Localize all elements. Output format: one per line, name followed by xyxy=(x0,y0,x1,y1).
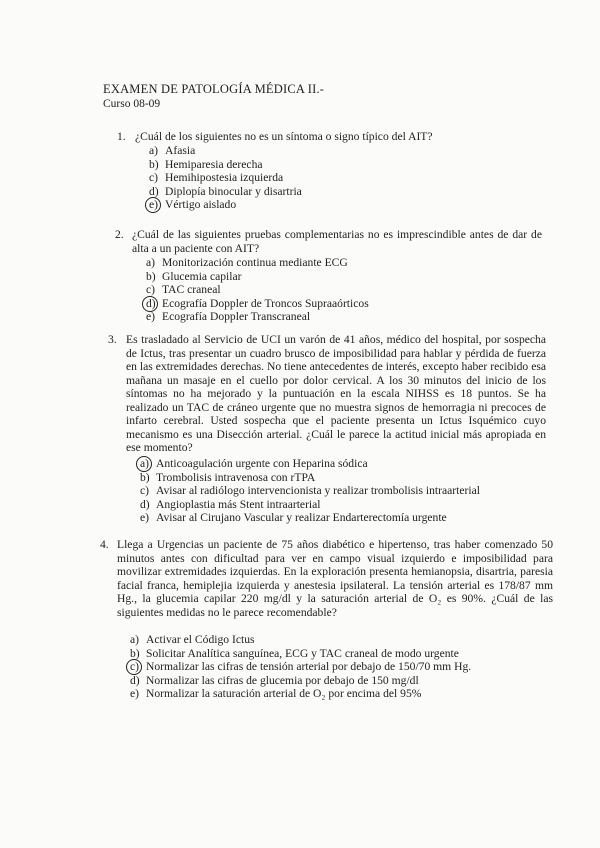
option-list xyxy=(146,256,369,324)
question-text: ¿Cuál de las siguientes pruebas complementarias no es imprescindible antes de dar de alta a un paciente con AIT? xyxy=(132,228,542,255)
option-list xyxy=(149,144,302,212)
option-b: b) Hemiparesia derecha xyxy=(149,157,263,171)
option-a: a) Afasia xyxy=(149,144,196,157)
option-a: a) Activar el Código Ictus xyxy=(130,633,255,646)
circled-answer-mark: c) xyxy=(130,660,146,674)
option-c: c) Hemihipostesia izquierda xyxy=(149,171,284,185)
option-d: d) Diplopía binocular y disartria xyxy=(149,184,302,198)
option-c: c) Normalizar las cifras de tensión arterial por debajo de 150/70 mm Hg. xyxy=(130,660,472,674)
option-e: e) Ecografía Doppler Transcraneal xyxy=(146,310,311,324)
option-c: c) Avisar al radiólogo intervencionista y realizar trombolisis intraarterial xyxy=(140,484,480,498)
question-number: 3. xyxy=(108,333,117,346)
option-a: a) Anticoagulación urgente con Heparina sódica xyxy=(140,457,368,470)
option-list xyxy=(140,457,480,525)
circled-answer-mark: d) xyxy=(146,297,162,311)
exam-title: EXAMEN DE PATOLOGÍA MÉDICA II.- xyxy=(103,82,325,96)
option-d: d) Ecografía Doppler de Troncos Supraaórticos xyxy=(146,296,369,310)
question-number: 4. xyxy=(100,538,109,551)
option-e: e) Vértigo aislado xyxy=(149,198,237,212)
question-text: Llega a Urgencias un paciente de 75 años diabético e hipertenso, tras haber comenzado 50 minutos antes con dificultad para ver en campo visual izquierdo e imposibilidad para movilizar extremidades izquierdas. En la exploración presenta hemianopsia, disartria, paresia facial franca, hemiplejia izquierda y anestesia ipsilateral. La tensión arterial es 178/87 mm Hg., la glucemia capilar 220 mg/dl y la saturación arterial de O₂ es 90%. ¿Cuál de las siguientes medidas no le parece recomendable? xyxy=(117,538,553,619)
course-label: Curso 08-09 xyxy=(103,98,161,110)
circled-answer-mark: a) xyxy=(140,457,156,471)
option-a: a) Monitorización continua mediante ECG xyxy=(146,256,348,269)
option-e: e) Avisar al Cirujano Vascular y realizar Endarterectomía urgente xyxy=(140,511,447,525)
option-d: d) Angioplastia más Stent intraarterial xyxy=(140,497,321,511)
question-text: Es trasladado al Servicio de UCI un varón de 41 años, médico del hospital, por sospecha de Ictus, tras presentar un cuadro brusco de imposibilidad para hablar y pérdida de fuerza en las extremidades derechas. No tiene antecedentes de interés, excepto haber recibido esa mañana un masaje en el cuello por dolor cervical. A los 30 minutos del inicio de los síntomas no ha mejorado y la puntuación en la escala NIHSS es 18 puntos. Se ha realizado un TAC de cráneo urgente que no muestra signos de hemorragia ni precoces de infarto cerebral. Usted sospecha que el paciente presenta un Ictus Isquémico cuyo mecanismo es una Disección arterial. ¿Cuál le parece la actitud inicial más apropiada en ese momento? xyxy=(126,333,546,454)
option-list xyxy=(130,633,471,701)
circled-answer-mark: e) xyxy=(149,198,165,212)
question-number: 2. xyxy=(115,228,124,241)
question-number: 1. xyxy=(117,130,126,143)
option-c: c) TAC craneal xyxy=(146,283,221,297)
option-e: e) Normalizar la saturación arterial de O₂ por encima del 95% xyxy=(130,687,422,701)
question-text: ¿Cuál de los siguientes no es un síntoma o signo típico del AIT? xyxy=(135,130,433,143)
option-d: d) Normalizar las cifras de glucemia por debajo de 150 mg/dl xyxy=(130,673,419,687)
option-b: b) Glucemia capilar xyxy=(146,269,242,283)
option-b: b) Solicitar Analítica sanguínea, ECG y TAC craneal de modo urgente xyxy=(130,646,459,660)
option-b: b) Trombolisis intravenosa con rTPA xyxy=(140,470,316,484)
